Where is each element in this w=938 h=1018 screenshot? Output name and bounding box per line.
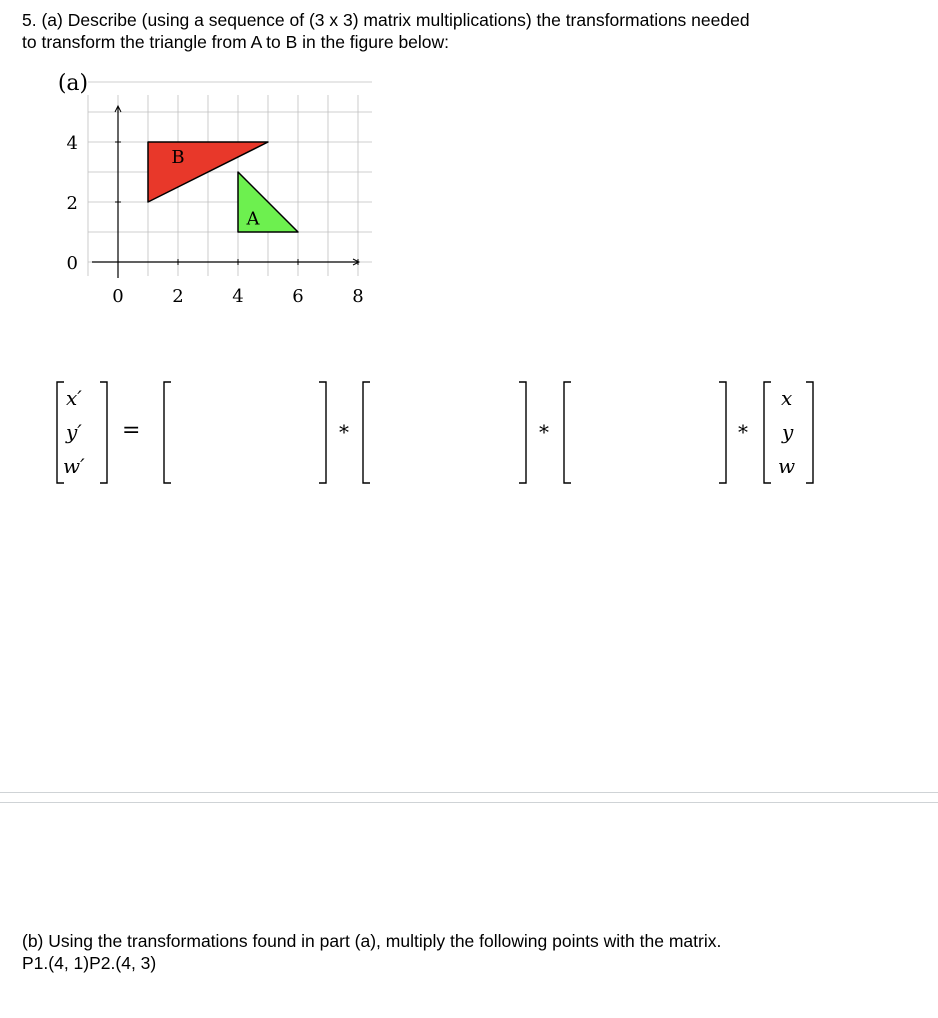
triangles bbox=[148, 142, 298, 232]
x-tick-label: 4 bbox=[232, 286, 244, 307]
triangle-b-label: B bbox=[171, 147, 185, 168]
matrix2-left-bracket bbox=[363, 382, 370, 483]
axes bbox=[92, 106, 359, 278]
x-tick-label: 6 bbox=[292, 286, 304, 307]
multiply-op-3: * bbox=[738, 420, 748, 444]
lhs-w-prime: w′ bbox=[63, 454, 85, 478]
multiply-op-2: * bbox=[539, 420, 549, 444]
rhs-w: w bbox=[778, 454, 796, 478]
lhs-right-bracket bbox=[100, 382, 107, 483]
question-a bbox=[22, 9, 922, 53]
rhs-left-bracket bbox=[764, 382, 771, 483]
matrix-brackets bbox=[0, 380, 938, 490]
question-a-line1: 5. (a) Describe (using a sequence of (3 x 3) matrix multiplications) the transformations needed bbox=[22, 10, 750, 30]
matrix3-right-bracket bbox=[719, 382, 726, 483]
matrix3-left-bracket bbox=[564, 382, 571, 483]
figure-caption: (a) bbox=[57, 71, 89, 96]
y-tick-label: 4 bbox=[66, 133, 78, 154]
y-tick-label: 2 bbox=[66, 193, 78, 214]
x-tick-label: 8 bbox=[352, 286, 364, 307]
matrix2-right-bracket bbox=[519, 382, 526, 483]
question-b-line2: P1.(4, 1)P2.(4, 3) bbox=[22, 953, 157, 973]
divider-bottom bbox=[0, 802, 938, 803]
grid-lines bbox=[88, 82, 372, 276]
x-tick-label: 2 bbox=[172, 286, 184, 307]
lhs-y-prime: y′ bbox=[66, 420, 82, 444]
triangle-a-label: A bbox=[246, 208, 260, 230]
question-a-line2: to transform the triangle from A to B in the figure below: bbox=[22, 32, 450, 52]
coordinate-figure bbox=[0, 60, 400, 310]
rhs-x: x bbox=[781, 386, 793, 410]
y-tick-label: 0 bbox=[66, 253, 78, 274]
equals-sign: = bbox=[122, 418, 141, 443]
question-b-line1: (b) Using the transformations found in part (a), multiply the following points with the matrix. bbox=[22, 931, 722, 951]
x-tick-label: 0 bbox=[112, 286, 124, 307]
matrix1-left-bracket bbox=[164, 382, 171, 483]
matrix1-right-bracket bbox=[319, 382, 326, 483]
divider-top bbox=[0, 792, 938, 793]
rhs-right-bracket bbox=[806, 382, 813, 483]
question-b bbox=[22, 930, 922, 974]
lhs-x-prime: x′ bbox=[66, 386, 82, 410]
matrix-equation bbox=[0, 380, 938, 490]
rhs-y: y bbox=[782, 420, 794, 444]
multiply-op-1: * bbox=[339, 420, 349, 444]
